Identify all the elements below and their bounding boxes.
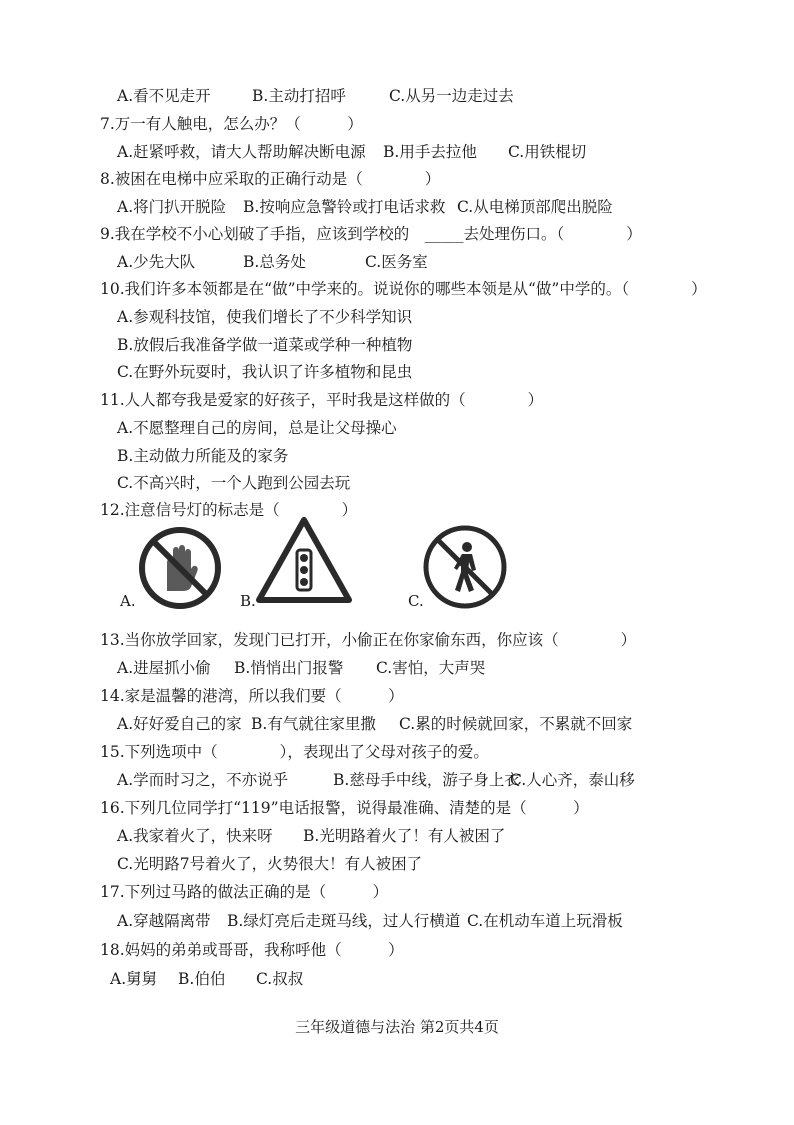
traffic-light-warning-sign-icon[interactable] <box>255 516 353 606</box>
q10-option-b[interactable]: B.放假后我准备学做一道菜或学种一种植物 <box>117 336 413 354</box>
q17-option-c[interactable]: C.在机动车道上玩滑板 <box>467 912 623 930</box>
q18-option-a[interactable]: A.舅舅 <box>110 970 158 988</box>
q16-option-b[interactable]: B.光明路着火了！有人被困了 <box>303 827 506 845</box>
q13-stem: 13.当你放学回家，发现门已打开，小偷正在你家偷东西，你应该（ ） <box>100 631 637 649</box>
q8-stem: 8.被困在电梯中应采取的正确行动是（ ） <box>100 170 441 188</box>
q15-option-b[interactable]: B.慈母手中线，游子身上衣 <box>333 771 520 789</box>
page-footer: 三年级道德与法治 第2页共4页 <box>295 1018 499 1036</box>
q9-option-a[interactable]: A.少先大队 <box>117 253 196 271</box>
no-hand-sign-icon[interactable] <box>137 525 223 611</box>
q8-option-a[interactable]: A.将门扒开脱险 <box>117 198 227 216</box>
q14-option-a[interactable]: A.好好爱自己的家 <box>117 715 242 733</box>
q9-option-b[interactable]: B.总务处 <box>243 253 306 271</box>
q7-option-c[interactable]: C.用铁棍切 <box>508 143 587 161</box>
q12-option-c-label[interactable]: C. <box>408 592 424 610</box>
no-pedestrian-sign-icon[interactable] <box>420 522 510 612</box>
q16-option-a[interactable]: A.我家着火了，快来呀 <box>117 827 273 845</box>
q16-option-c[interactable]: C.光明路7号着火了，火势很大！有人被困了 <box>117 855 423 873</box>
q6-option-c[interactable]: C.从另一边走过去 <box>389 87 514 105</box>
q14-option-c[interactable]: C.累的时候就回家，不累就不回家 <box>399 715 633 733</box>
q7-stem: 7.万一有人触电，怎么办？（ ） <box>100 115 363 133</box>
q17-option-a[interactable]: A.穿越隔离带 <box>117 912 211 930</box>
q7-option-b[interactable]: B.用手去拉他 <box>383 143 477 161</box>
q13-option-c[interactable]: C.害怕，大声哭 <box>376 659 486 677</box>
q13-option-a[interactable]: A.进屋抓小偷 <box>117 659 211 677</box>
q6-option-b[interactable]: B.主动打招呼 <box>252 87 346 105</box>
q12-option-a-label[interactable]: A. <box>120 592 136 610</box>
q18-stem: 18.妈妈的弟弟或哥哥，我称呼他（ ） <box>100 941 404 959</box>
q16-stem: 16.下列几位同学打“119”电话报警，说得最准确、清楚的是（ ） <box>100 799 589 817</box>
q10-stem: 10.我们许多本领都是在“做”中学来的。说说你的哪些本领是从“做”中学的。（ ） <box>100 280 707 298</box>
q15-option-c[interactable]: C.人心齐，泰山移 <box>510 771 635 789</box>
q9-option-c[interactable]: C.医务室 <box>365 253 428 271</box>
q11-option-b[interactable]: B.主动做力所能及的家务 <box>117 447 289 465</box>
q6-option-a[interactable]: A.看不见走开 <box>117 87 211 105</box>
q15-stem: 15.下列选项中（ ），表现出了父母对孩子的爱。 <box>100 743 489 761</box>
q17-stem: 17.下列过马路的做法正确的是（ ） <box>100 883 389 901</box>
q12-option-b-label[interactable]: B. <box>240 592 256 610</box>
q14-stem: 14.家是温馨的港湾，所以我们要（ ） <box>100 687 404 705</box>
q13-option-b[interactable]: B.悄悄出门报警 <box>234 659 344 677</box>
q14-option-b[interactable]: B.有气就往家里撒 <box>251 715 376 733</box>
q15-option-a[interactable]: A.学而时习之，不亦说乎 <box>117 771 289 789</box>
q11-stem: 11.人人都夸我是爱家的好孩子，平时我是这样做的（ ） <box>100 391 544 409</box>
q10-option-c[interactable]: C.在野外玩耍时，我认识了许多植物和昆虫 <box>117 363 413 381</box>
q10-option-a[interactable]: A.参观科技馆，使我们增长了不少科学知识 <box>117 308 413 326</box>
q9-stem: 9.我在学校不小心划破了手指，应该到学校的 _____去处理伤口。（ ） <box>100 225 642 243</box>
q11-option-c[interactable]: C.不高兴时，一个人跑到公园去玩 <box>117 474 351 492</box>
q7-option-a[interactable]: A.赶紧呼救，请大人帮助解决断电源 <box>117 143 366 161</box>
q11-option-a[interactable]: A.不愿整理自己的房间，总是让父母操心 <box>117 419 397 437</box>
q17-option-b[interactable]: B.绿灯亮后走斑马线，过人行横道 <box>227 912 461 930</box>
q18-option-b[interactable]: B.伯伯 <box>178 970 226 988</box>
q8-option-c[interactable]: C.从电梯顶部爬出脱险 <box>457 198 613 216</box>
q18-option-c[interactable]: C.叔叔 <box>256 970 304 988</box>
q12-stem: 12.注意信号灯的标志是（ ） <box>100 501 358 519</box>
q8-option-b[interactable]: B.按响应急警铃或打电话求救 <box>243 198 446 216</box>
